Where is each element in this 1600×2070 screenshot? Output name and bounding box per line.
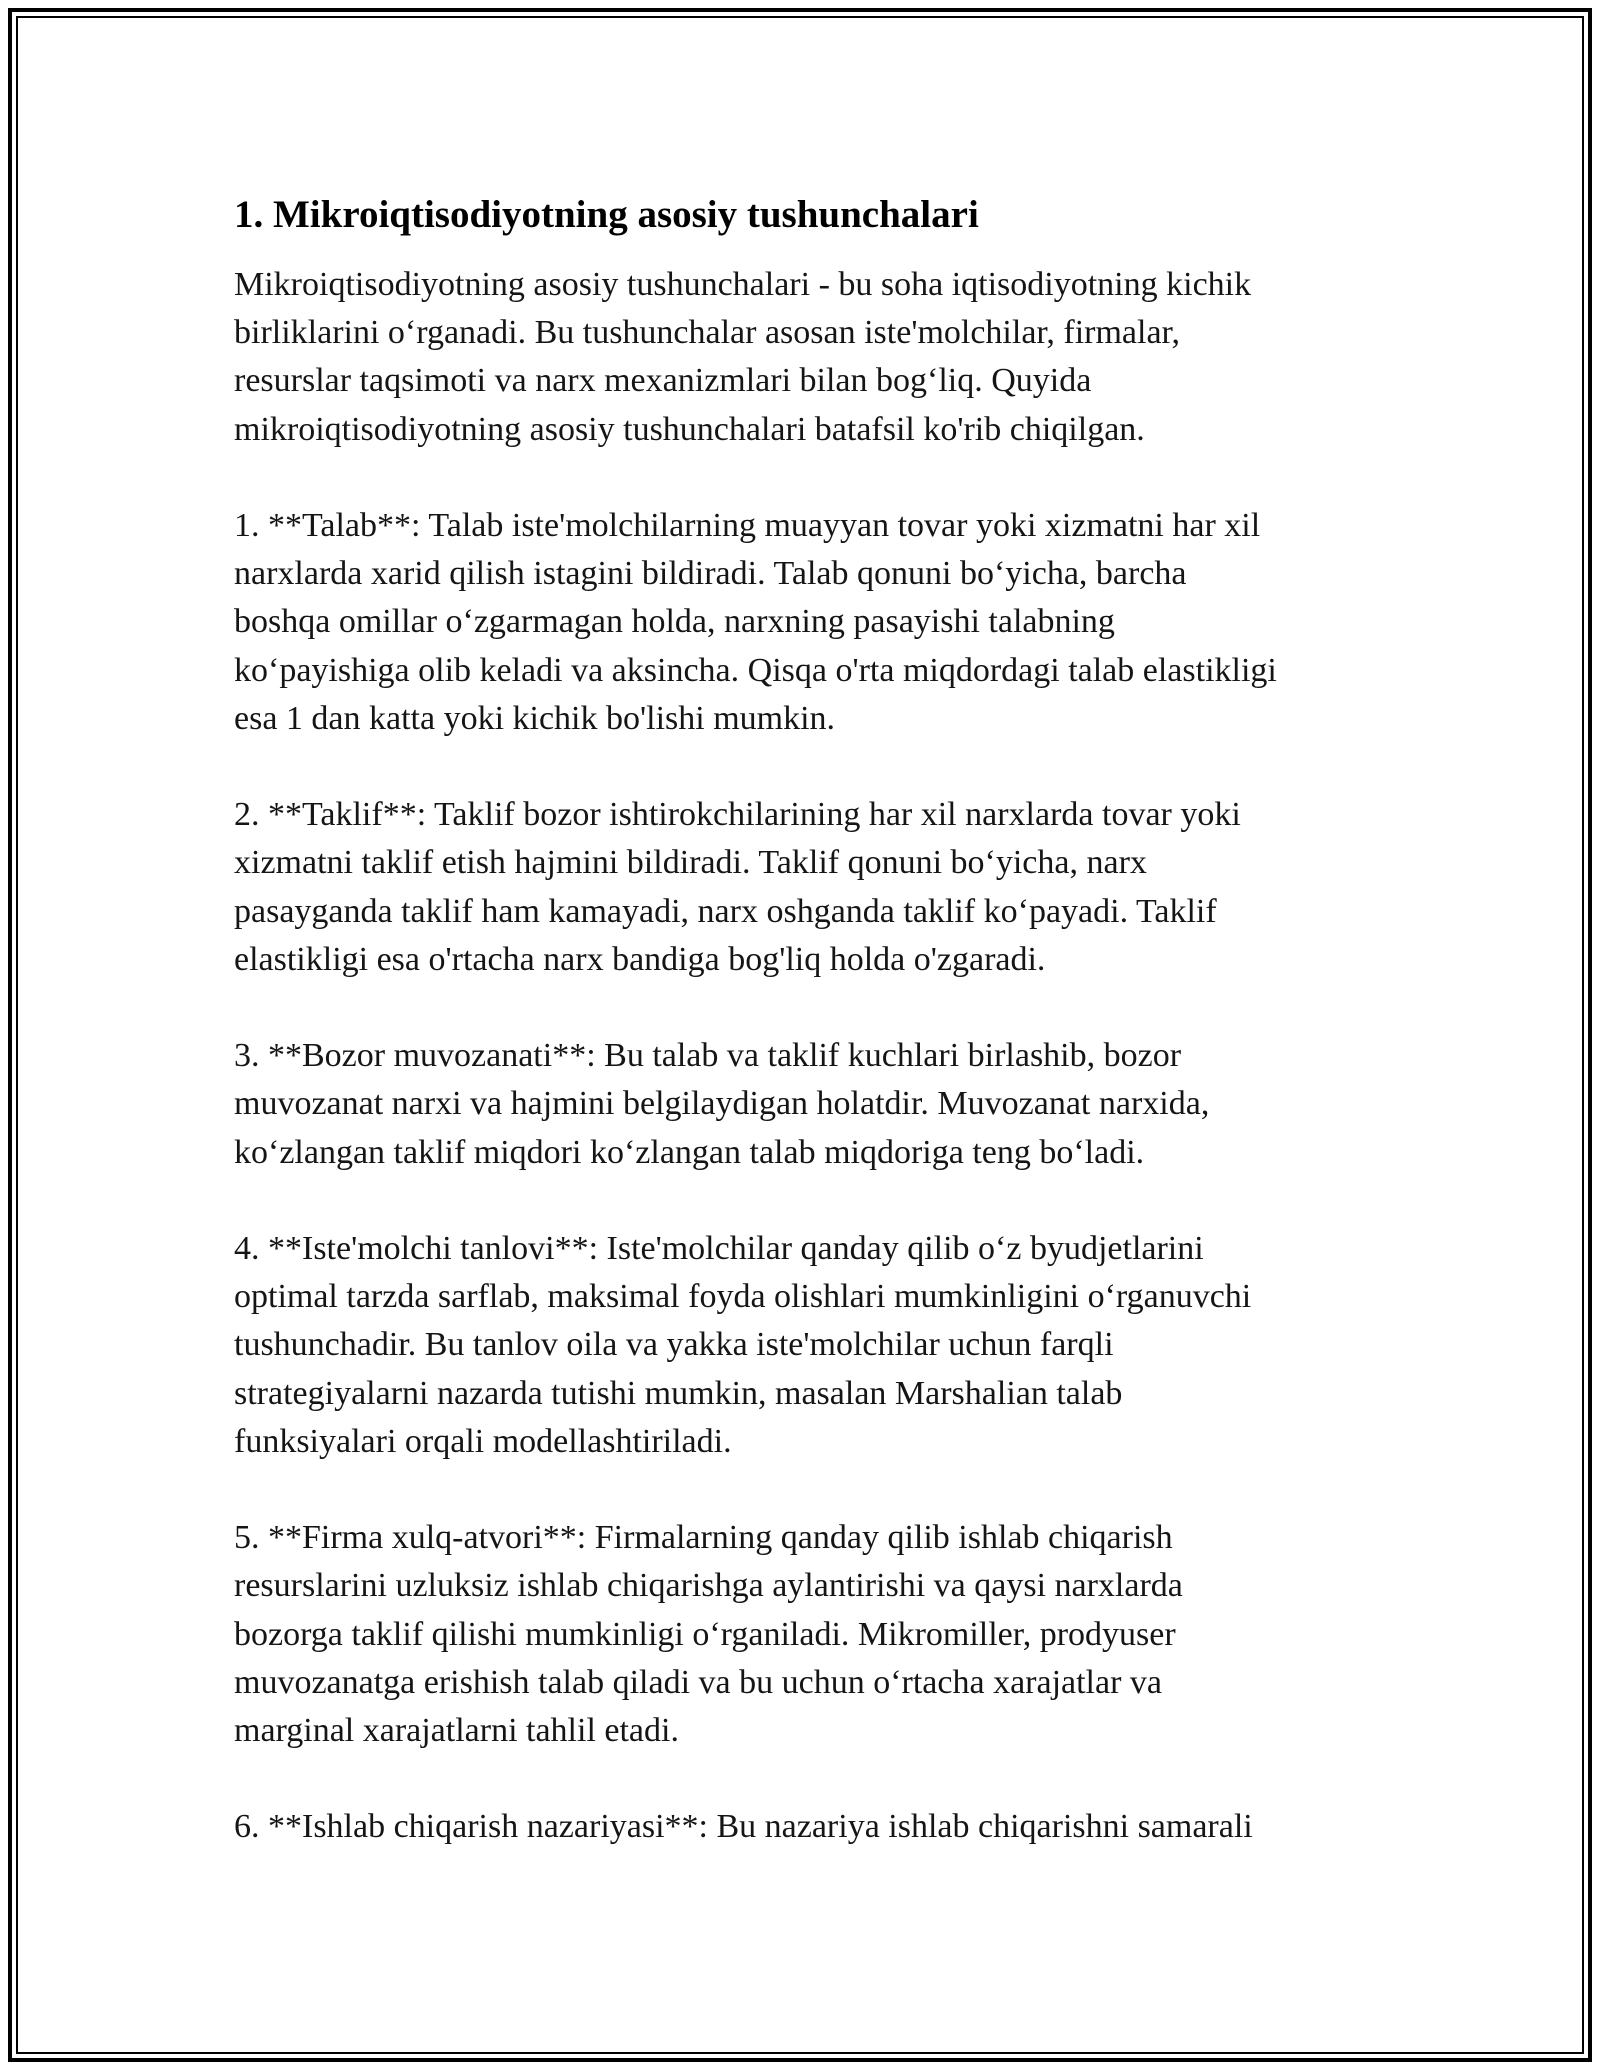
paragraph-taklif: 2. **Taklif**: Taklif bozor ishtirokchilarining har xil narxlarda tovar yoki xizmatni taklif etish hajmini bildiradi. Taklif qonuni bo‘yicha, narx pasayganda taklif ham kamayadi, narx oshganda taklif ko‘payadi. Taklif elastikligi esa o'rtacha narx bandiga bog'liq holda o'zgaradi. — [234, 796, 1241, 978]
paragraph-talab: 1. **Talab**: Talab iste'molchilarning muayyan tovar yoki xizmatni har xil narxlarda xarid qilish istagini bildiradi. Talab qonuni bo‘yicha, barcha boshqa omillar o‘zgarmagan holda, narxning pasayishi talabning ko‘payishiga olib keladi va aksincha. Qisqa o'rta miqdordagi talab elastikligi esa 1 dan katta yoki kichik bo'lishi mumkin. — [234, 507, 1277, 737]
paragraph-bozor-muvozanati: 3. **Bozor muvozanati**: Bu talab va taklif kuchlari birlashib, bozor muvozanat narxi va hajmini belgilaydigan holatdir. Muvozanat narxida, ko‘zlangan taklif miqdori ko‘zlangan talab miqdoriga teng bo‘ladi. — [234, 1037, 1210, 1171]
paragraph-firma-xulq-atvori: 5. **Firma xulq-atvori**: Firmalarning qanday qilib ishlab chiqarish resurslarini uzluksiz ishlab chiqarishga aylantirishi va qaysi narxlarda bozorga taklif qilishi mumkinligi o‘rganiladi. Mikromiller, prodyuser muvozanatga erishish talab qiladi va bu uchun o‘rtacha xarajatlar va marginal xarajatlarni tahlil etadi. — [234, 1519, 1183, 1750]
paragraph-ishlab-chiqarish-nazariyasi: 6. **Ishlab chiqarish nazariyasi**: Bu nazariya ishlab chiqarishni samarali — [234, 1808, 1253, 1846]
document-body — [234, 183, 1384, 1900]
paragraph-intro: Mikroiqtisodiyotning asosiy tushunchalari - bu soha iqtisodiyotning kichik birliklarini o‘rganadi. Bu tushunchalar asosan iste'molchilar, firmalar, resurslar taqsimoti va narx mexanizmlari bilan bog‘liq. Quyida mikroiqtisodiyotning asosiy tushunchalari batafsil ko'rib chiqilgan. — [234, 266, 1252, 448]
paragraph-istemolchi-tanlovi: 4. **Iste'molchi tanlovi**: Iste'molchilar qanday qilib o‘z byudjetlarini optimal tarzda sarflab, maksimal foyda olishlari mumkinligini o‘rganuvchi tushunchadir. Bu tanlov oila va yakka iste'molchilar uchun farqli strategiyalarni nazarda tutishi mumkin, masalan Marshalian talab funksiyalari orqali modellashtiriladi. — [234, 1230, 1252, 1460]
document-title: 1. Mikroiqtisodiyotning asosiy tushunchalari — [234, 193, 979, 236]
